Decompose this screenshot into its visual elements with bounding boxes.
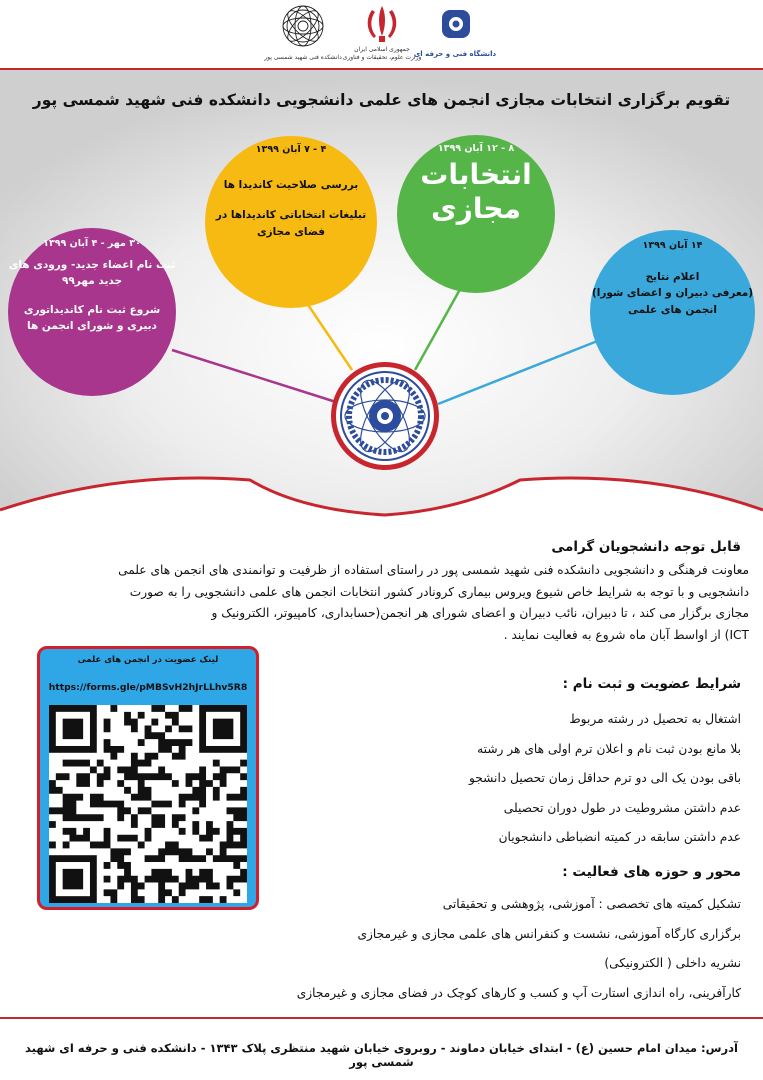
qr-title: لینک عضویت در انجمن های علمی (77, 655, 219, 665)
stage-circle-registration (8, 228, 176, 396)
list-item: کارآفرینی، راه اندازی استارت آپ و کسب و کارهای کوچک در فضای مجازی و غیرمجازی (296, 985, 741, 1000)
list-item: عدم داشتن مشروطیت در طول دوران تحصیلی (503, 800, 741, 815)
qr-code-icon (49, 705, 247, 903)
stage-text: (معرفی دبیران و اعضای شورا) (591, 287, 754, 300)
notice-heading: قابل توجه دانشجویان گرامی (551, 539, 741, 555)
stage-date: ۳۰ مهر - ۴ آبان ۱۳۹۹ (43, 238, 141, 249)
footer-divider (0, 1017, 763, 1019)
notice-line: مجازی برگزار می کند ، تا دبیران، نائب دبیران و اعضای شورای هر انجمن(حسابداری، کامپیوتر، الکترونیک و (211, 606, 749, 621)
list-item: نشریه داخلی ( الکترونیکی) (604, 956, 741, 970)
stage-text: انجمن های علمی (628, 303, 717, 316)
qr-finder-pattern (199, 705, 247, 753)
address-line: آدرس: میدان امام حسین (ع) - ابتدای خیابان دماوند - روبروی خیابان شهید منتظری پلاک ۱۳۴۳ - دانشکده فنی و حرفه ای شهید شمسی پور (25, 1041, 738, 1069)
stage-text: اعلام نتایج (645, 271, 700, 283)
list-item: اشتغال به تحصیل در رشته مربوط (569, 712, 741, 726)
government-caption-1: جمهوری اسلامی ایران (354, 46, 410, 53)
college-caption: دانشکده فنی شهید شمسی پور (264, 54, 342, 61)
college-emblem-logo (276, 2, 330, 54)
conditions-heading: شرایط عضویت و ثبت نام : (562, 676, 741, 692)
notice-line: معاونت فرهنگی و دانشجویی دانشکده فنی شهید شمسی پور در راستای استفاده از ظرفیت و توانمندی های انجمن های علمی (118, 563, 749, 577)
university-logo (438, 6, 474, 42)
stage-text: بررسی صلاحیت کاندیدا ها (223, 179, 359, 191)
stage-heading: انتخابات (420, 158, 532, 191)
conditions-list (469, 712, 741, 860)
government-caption-2: وزارت علوم، تحقیقات و فناوری (342, 54, 422, 61)
stage-circle-review (205, 136, 377, 308)
association-emblem (331, 362, 439, 470)
page-title: تقویم برگزاری انتخابات مجازی انجمن های علمی دانشجویی دانشکده فنی شهید شمسی پور (32, 91, 731, 109)
list-item: تشکیل کمیته های تخصصی : آموزشی، پژوهشی و تحقیقاتی (442, 897, 741, 911)
notice-paragraph (14, 560, 749, 647)
notice-line: ICT) از اواسط آبان ماه شروع به فعالیت نمایند . (503, 628, 749, 643)
qr-finder-pattern (49, 705, 97, 753)
stage-heading: مجازی (431, 191, 521, 225)
list-item: بلا مانع بودن ثبت نام و اعلان ترم اولی های هر رشته (477, 741, 741, 756)
stage-circle-results (590, 230, 755, 395)
logo-header (0, 0, 763, 70)
notice-line: دانشجویی و با توجه به شرایط خاص شیوع ویروس بیماری کرونادر کشور انتخابات انجمن های علمی دانشجویی را به صورت (129, 584, 749, 599)
list-item: عدم داشتن سابقه در کمیته انضباطی دانشجویان (498, 830, 741, 844)
list-item: باقی بودن یک الی دو ترم حداقل زمان تحصیل دانشجو (469, 771, 741, 785)
stage-text: ثبت نام اعضاء جدید- ورودی های (8, 259, 176, 271)
stage-text: شروع ثبت نام کاندیداتوری (23, 303, 161, 316)
membership-link[interactable]: https://forms.gle/pMBSvH2hJrLLhv5R8 (48, 682, 248, 693)
activities-list (297, 897, 741, 1015)
membership-qr-card (37, 646, 259, 910)
stage-date: ۸ - ۱۲ آبان ۱۳۹۹ (437, 143, 515, 154)
stage-text: دبیری و شورای انجمن ها (27, 319, 157, 332)
qr-finder-pattern (49, 855, 97, 903)
membership-qr-code[interactable] (49, 705, 247, 903)
gear-emblem-icon (336, 367, 434, 465)
stage-date: ۴ - ۷ آبان ۱۳۹۹ (255, 144, 327, 155)
stage-circle-election (397, 135, 555, 293)
university-caption: دانشگاه فنی و حرفه ای (413, 50, 497, 58)
activities-heading: محور و حوزه های فعالیت : (562, 864, 741, 880)
iran-emblem-logo (358, 4, 406, 44)
list-item: برگزاری کارگاه آموزشی، نشست و کنفرانس های علمی مجازی و غیرمجازی (357, 926, 741, 941)
stage-text: جدید مهر۹۹ (61, 275, 123, 288)
stage-date: ۱۴ آبان ۱۳۹۹ (642, 240, 703, 251)
stage-text: تبلیغات انتخاباتی کاندیداها در (215, 209, 367, 222)
stage-text: فضای مجازی (256, 225, 326, 238)
